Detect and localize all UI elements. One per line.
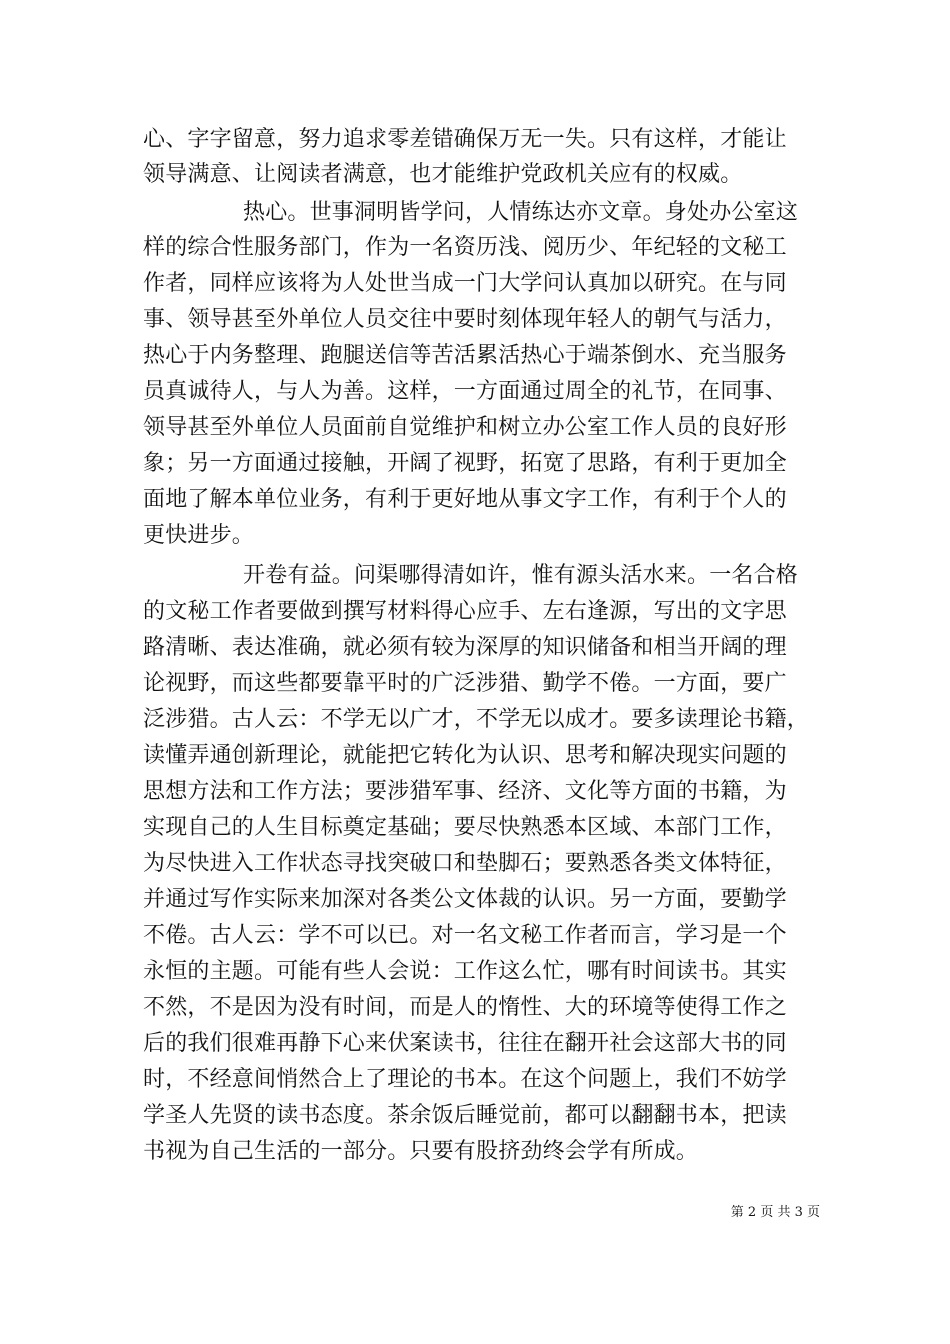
text-line: 读懂弄通创新理论，就能把它转化为认识、思考和解决现实问题的 [143,743,787,768]
page-number-footer: 第 2 页 共 3 页 [730,1205,820,1220]
text-line: 实现自己的人生目标奠定基础；要尽快熟悉本区域、本部门工作， [143,815,787,840]
text-line: 面地了解本单位业务，有利于更好地从事文字工作，有利于个人的 [143,487,787,512]
text-line: 的文秘工作者要做到撰写材料得心应手、左右逢源，写出的文字思 [143,599,787,624]
text-line: 泛涉猎。古人云：不学无以广才，不学无以成才。要多读理论书籍， [143,707,810,732]
text-line: 路清晰、表达准确，就必须有较为深厚的知识储备和相当开阔的理 [143,635,787,660]
text-line: 样的综合性服务部门，作为一名资历浅、阅历少、年纪轻的文秘工 [143,235,787,260]
text-line: 象；另一方面通过接触，开阔了视野，拓宽了思路，有利于更加全 [143,451,787,476]
text-line: 时，不经意间悄然合上了理论的书本。在这个问题上，我们不妨学 [143,1067,787,1092]
text-line: 论视野，而这些都要靠平时的广泛涉猎、勤学不倦。一方面，要广 [143,671,787,696]
text-line: 更快进步。 [143,523,255,548]
text-line: 员真诚待人，与人为善。这样，一方面通过周全的礼节，在同事、 [143,379,787,404]
paragraph-start-line: 开卷有益。问渠哪得清如许，惟有源头活水来。一名合格 [243,563,799,588]
text-line: 后的我们很难再静下心来伏案读书，往往在翻开社会这部大书的同 [143,1031,787,1056]
text-line: 思想方法和工作方法；要涉猎军事、经济、文化等方面的书籍，为 [143,779,787,804]
text-line: 学圣人先贤的读书态度。茶余饭后睡觉前，都可以翻翻书本，把读 [143,1103,787,1128]
text-line: 心、字字留意，努力追求零差错确保万无一失。只有这样，才能让 [143,127,787,152]
text-line: 领导满意、让阅读者满意，也才能维护党政机关应有的权威。 [143,162,743,187]
text-line: 并通过写作实际来加深对各类公文体裁的认识。另一方面，要勤学 [143,887,787,912]
text-line: 不然，不是因为没有时间，而是人的惰性、大的环境等使得工作之 [143,995,787,1020]
paragraph-start-line: 热心。世事洞明皆学问，人情练达亦文章。身处办公室这 [243,200,799,225]
text-line: 事、领导甚至外单位人员交往中要时刻体现年轻人的朝气与活力， [143,307,787,332]
text-line: 书视为自己生活的一部分。只要有股挤劲终会学有所成。 [143,1139,699,1164]
text-line: 不倦。古人云：学不可以已。对一名文秘工作者而言，学习是一个 [143,923,787,948]
text-line: 热心于内务整理、跑腿送信等苦活累活热心于端茶倒水、充当服务 [143,343,787,368]
text-line: 作者，同样应该将为人处世当成一门大学问认真加以研究。在与同 [143,271,787,296]
text-line: 永恒的主题。可能有些人会说：工作这么忙，哪有时间读书。其实 [143,959,787,984]
text-line: 为尽快进入工作状态寻找突破口和垫脚石；要熟悉各类文体特征， [143,851,787,876]
text-line: 领导甚至外单位人员面前自觉维护和树立办公室工作人员的良好形 [143,415,787,440]
